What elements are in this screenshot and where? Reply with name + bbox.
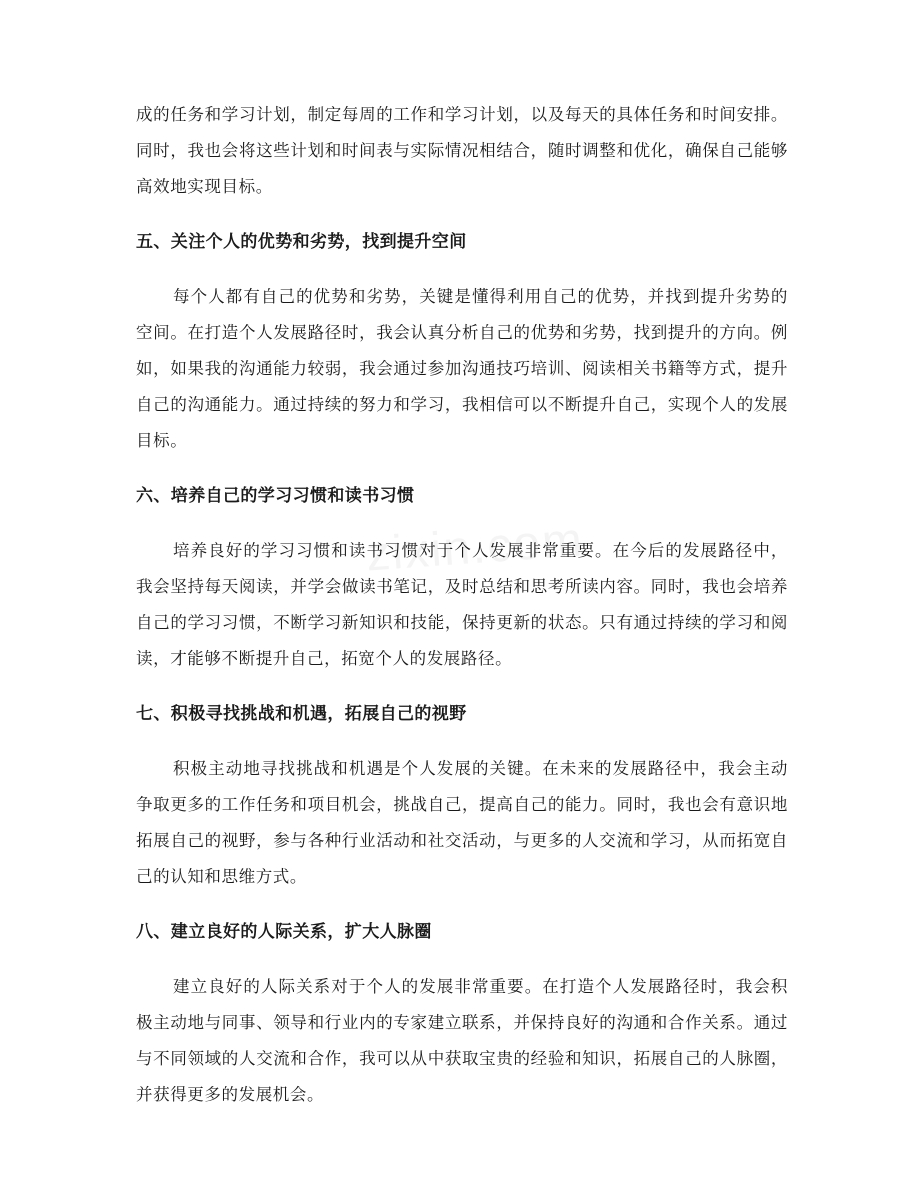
spacer <box>136 205 788 224</box>
spacer <box>136 950 788 969</box>
paragraph-challenges: 积极主动地寻找挑战和机遇是个人发展的关键。在未来的发展路径中，我会主动争取更多的工作任务和项目机会，挑战自己，提高自己的能力。同时，我也会有意识地拓展自己的视野，参与各种行业活动和社交活动，与更多的人交流和学习，从而拓宽自己的认知和思维方式。 <box>136 759 788 886</box>
paragraph-strengths-weaknesses: 每个人都有自己的优势和劣势，关键是懂得利用自己的优势，并找到提升劣势的空间。在打造个人发展路径时，我会认真分析自己的优势和劣势，找到提升的方向。例如，如果我的沟通能力较弱，我会通过参加沟通技巧培训、阅读相关书籍等方式，提升自己的沟通能力。通过持续的努力和学习，我相信可以不断提升自己，实现个人的发展目标。 <box>136 287 788 450</box>
section-heading-6: 六、培养自己的学习习惯和读书习惯 <box>136 486 415 506</box>
spacer <box>136 677 788 696</box>
spacer <box>136 732 788 751</box>
spacer <box>136 514 788 533</box>
document-body <box>136 97 788 1113</box>
paragraph-study-habits: 培养良好的学习习惯和读书习惯对于个人发展非常重要。在今后的发展路径中，我会坚持每天阅读，并学会做读书笔记，及时总结和思考所读内容。同时，我也会培养自己的学习习惯，不断学习新知识和技能，保持更新的状态。只有通过持续的学习和阅读，才能够不断提升自己，拓宽个人的发展路径。 <box>136 541 788 668</box>
section-heading-5: 五、关注个人的优势和劣势，找到提升空间 <box>136 232 467 252</box>
spacer <box>136 260 788 279</box>
spacer <box>136 459 788 478</box>
section-heading-7: 七、积极寻找挑战和机遇，拓展自己的视野 <box>136 704 467 724</box>
paragraph-relationships: 建立良好的人际关系对于个人的发展非常重要。在打造个人发展路径时，我会积极主动地与同事、领导和行业内的专家建立联系，并保持良好的沟通和合作关系。通过与不同领域的人交流和合作，我可以从中获取宝贵的经验和知识，拓展自己的人脉圈，并获得更多的发展机会。 <box>136 977 788 1104</box>
section-heading-8: 八、建立良好的人际关系，扩大人脉圈 <box>136 922 432 942</box>
spacer <box>136 895 788 914</box>
paragraph-continued-plan: 成的任务和学习计划，制定每周的工作和学习计划，以及每天的具体任务和时间安排。同时，我也会将这些计划和时间表与实际情况相结合，随时调整和优化，确保自己能够高效地实现目标。 <box>136 105 788 196</box>
